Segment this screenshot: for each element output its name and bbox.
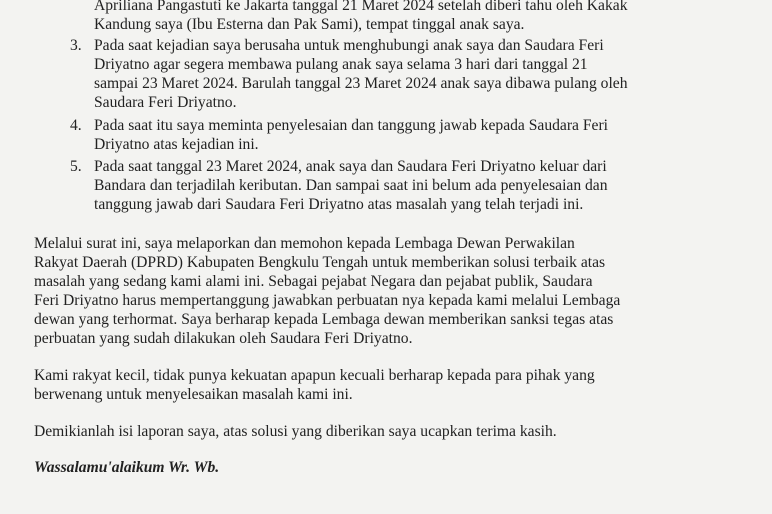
closing-salutation: Wassalamu'alaikum Wr. Wb.	[34, 459, 220, 476]
list-item-line: Pada saat itu saya meminta penyelesaian dan tanggung jawab kepada Saudara Feri	[94, 117, 608, 134]
list-item-2-continuation	[34, 0, 742, 34]
list-item-line: Pada saat tanggal 23 Maret 2024, anak saya dan Saudara Feri Driyatno keluar dari	[94, 158, 607, 175]
list-item-line: Driyatno atas kejadian ini.	[94, 136, 259, 153]
list-item-line: tanggung jawab dari Saudara Feri Driyatno atas masalah yang telah terjadi ini.	[94, 196, 584, 213]
paragraph-line: dewan yang terhormat. Saya berharap kepada Lembaga dewan memberikan sanksi tegas atas	[34, 311, 614, 328]
list-item-3	[34, 36, 742, 112]
list-number: 3.	[70, 37, 82, 54]
paragraph-line: Feri Driyatno harus mempertanggung jawabkan perbuatan nya kepada kami melalui Lembaga	[34, 292, 621, 309]
paragraph-hope	[34, 366, 742, 404]
paragraph-thanks	[34, 422, 742, 441]
list-item-line: Kandung saya (Ibu Esterna dan Pak Sami), tempat tinggal anak saya.	[94, 16, 525, 33]
paragraph-line: perbuatan yang sudah dilakukan oleh Saudara Feri Driyatno.	[34, 330, 413, 347]
paragraph-line: Melalui surat ini, saya melaporkan dan memohon kepada Lembaga Dewan Perwakilan	[34, 235, 575, 252]
list-number: 5.	[70, 158, 82, 175]
list-item-line: Apriliana Pangastuti ke Jakarta tanggal 21 Maret 2024 setelah diberi tahu oleh Kakak	[94, 0, 628, 14]
numbered-list	[34, 0, 742, 214]
list-item-line: Bandara dan terjadilah keributan. Dan sampai saat ini belum ada penyelesaian dan	[94, 177, 608, 194]
paragraph-line: masalah yang sedang kami alami ini. Sebagai pejabat Negara dan pejabat publik, Saudara	[34, 273, 593, 290]
paragraph-line: Kami rakyat kecil, tidak punya kekuatan apapun kecuali berharap kepada para pihak yang	[34, 367, 595, 384]
paragraph-report	[34, 234, 742, 348]
paragraph-line: berwenang untuk menyelesaikan masalah kami ini.	[34, 386, 353, 403]
list-item-line: Saudara Feri Driyatno.	[94, 94, 237, 111]
paragraph-line: Rakyat Daerah (DPRD) Kabupaten Bengkulu Tengah untuk memberikan solusi terbaik atas	[34, 254, 606, 271]
list-number: 4.	[70, 117, 82, 134]
paragraph-line: Demikianlah isi laporan saya, atas solusi yang diberikan saya ucapkan terima kasih.	[34, 423, 557, 440]
list-item-4	[34, 116, 742, 154]
list-item-line: sampai 23 Maret 2024. Barulah tanggal 23 Maret 2024 anak saya dibawa pulang oleh	[94, 75, 628, 92]
list-item-5	[34, 157, 742, 214]
list-item-line: Pada saat kejadian saya berusaha untuk menghubungi anak saya dan Saudara Feri	[94, 37, 604, 54]
list-item-line: Driyatno agar segera membawa pulang anak saya selama 3 hari dari tanggal 21	[94, 56, 588, 73]
